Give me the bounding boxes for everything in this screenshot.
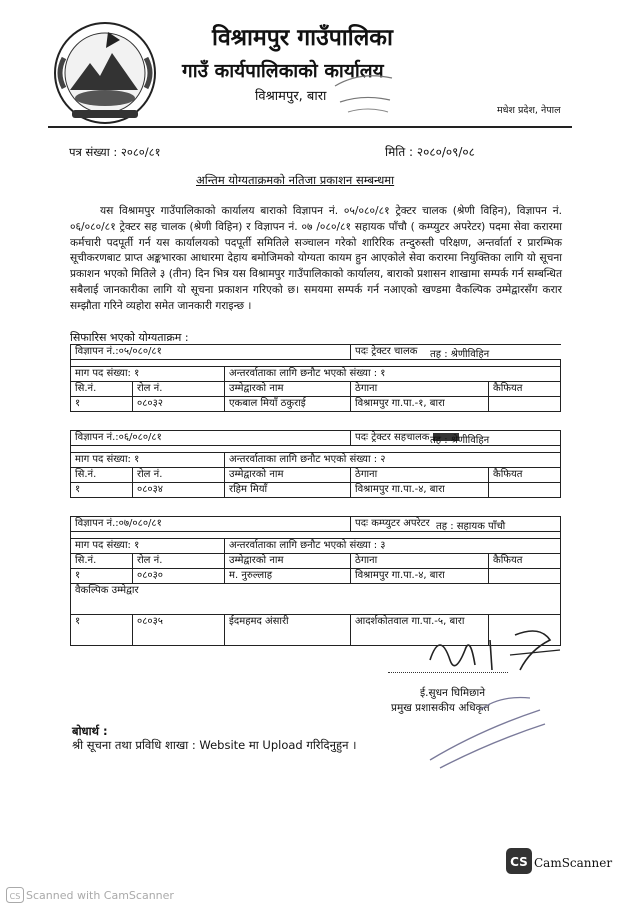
alternate-label: वैकल्पिक उम्मेद्वार	[71, 584, 561, 615]
table-row: १ ०८०३५ ईदमहमद अंसारी आदर्शकोतवाल गा.पा.-५, बारा	[71, 615, 561, 646]
col-name: उम्मेद्वारको नाम	[225, 382, 351, 397]
post-name: पदः कम्प्युटर अपरेटर	[351, 517, 561, 532]
office-title: विश्रामपुर गाउँपालिका	[212, 25, 393, 51]
office-subtitle: गाउँ कार्यपालिकाको कार्यालय	[182, 60, 384, 82]
province-label: मधेश प्रदेश, नेपाल	[497, 105, 561, 116]
col-address: ठेगाना	[351, 382, 489, 397]
col-roll: रोल नं.	[133, 468, 225, 483]
shortlisted-count: अन्तरर्वाताका लागि छनौट भएको संख्या : १	[225, 367, 561, 382]
table-row: १ ०८०३४ रहिम मियाँ विश्रामपुर गा.पा.-४, बारा	[71, 483, 561, 498]
letter-subject: अन्तिम योग्यताक्रमको नतिजा प्रकाशन सम्बन्धमा	[196, 173, 395, 187]
officer-stamp-icon	[420, 690, 550, 770]
vacancy-number: विज्ञापन नं.:०७/०८०/८१	[71, 517, 351, 532]
post-level: तह : श्रेणीविहिन	[430, 349, 490, 360]
shortlisted-count: अन्तरर्वाताका लागि छनौट भएको संख्या : ३	[225, 539, 561, 554]
cc-note: श्री सूचना तथा प्रविधि शाखा : Website मा Upload गरिदिनुहुन ।	[72, 738, 357, 752]
camscanner-logo-icon	[506, 848, 532, 874]
vacancy-number: विज्ञापन नं.:०६/०८०/८१	[71, 431, 351, 446]
shortlisted-count: अन्तरर्वाताका लागि छनौट भएको संख्या : २	[225, 453, 561, 468]
post-name: पदः ट्रेक्टर सहचालक	[351, 431, 561, 446]
office-stamp-icon	[330, 66, 400, 118]
signature-line	[388, 672, 508, 673]
demand-count: माग पद संख्या: १	[71, 367, 225, 382]
handwritten-signature-icon	[420, 620, 570, 680]
col-address: ठेगाना	[351, 554, 489, 569]
demand-count: माग पद संख्या: १	[71, 453, 225, 468]
government-emblem-icon	[50, 18, 160, 128]
signatory-role: प्रमुख प्रशासकीय अधिकृत	[391, 702, 490, 714]
table-row: १ ०८०३२ एकबाल मियाँ ठकुराई विश्रामपुर गा.पा.-१, बारा	[71, 397, 561, 412]
col-name: उम्मेद्वारको नाम	[225, 468, 351, 483]
recommended-heading: सिफारिस भएको योग्यताक्रम :	[70, 331, 189, 344]
letter-date: मिति : २०८०/०९/०८	[385, 145, 475, 159]
signatory-name: ई.सुधन घिमिछाने	[420, 687, 486, 699]
camscanner-brand: CamScanner	[534, 856, 613, 870]
col-roll: रोल नं.	[133, 554, 225, 569]
demand-count: माग पद संख्या: १	[71, 539, 225, 554]
cc-heading: बोधार्थ :	[72, 724, 108, 738]
scanned-with-footer: Scanned with CamScanner	[26, 889, 174, 902]
office-address: विश्रामपुर, बारा	[255, 89, 327, 104]
table-row: १ ०८०३० म. नुरुल्लाह विश्रामपुर गा.पा.-४, बारा	[71, 569, 561, 584]
col-name: उम्मेद्वारको नाम	[225, 554, 351, 569]
col-serial: सि.नं.	[71, 468, 133, 483]
post-level: तह : सहायक पाँचौ	[436, 521, 506, 532]
col-address: ठेगाना	[351, 468, 489, 483]
col-serial: सि.नं.	[71, 554, 133, 569]
post-name: पदः ट्रेक्टर चालक	[351, 345, 561, 360]
post-level: तह : श्रेणीविहिन	[430, 435, 490, 446]
camscanner-small-badge-text: CS	[9, 892, 21, 901]
vacancy-number: विज्ञापन नं.:०५/०८०/८१	[71, 345, 351, 360]
col-serial: सि.नं.	[71, 382, 133, 397]
reference-number: पत्र संख्या : २०८०/८१	[69, 145, 161, 159]
camscanner-badge-text: CS	[510, 855, 528, 869]
header-divider	[48, 126, 572, 128]
col-remarks: कैफियत	[489, 554, 561, 569]
col-remarks: कैफियत	[489, 468, 561, 483]
col-remarks: कैफियत	[489, 382, 561, 397]
col-roll: रोल नं.	[133, 382, 225, 397]
camscanner-small-icon	[6, 887, 24, 903]
letter-body: यस विश्रामपुर गाउँपालिकाको कार्यालय बाराको विज्ञापन नं. ०५/०८०/८१ ट्रेक्टर चालक (श्रेणी विहिन), विज्ञापन नं. ०६/०८०/८१ ट्रेक्टर सह चालक (श्रेणी विहिन) र विज्ञापन नं. ०७ /०८०/८१ सहायक पाँचौ ( कम्प्युटर अपरेटर) पदमा सेवा करारमा कर्मचारी पदपूर्ती गर्न यस कार्यालयको पदपूर्ती समितिले सञ्चालन गरेको शारिरिक तन्दुरुस्ती परिक्षण, अन्तर्वार्ता र प्रारम्भिक सूचीकरणबाट प्राप्त अङ्कभारका आधारमा देहाय बमोजिमको योग्यता कायम हुन आएकोले सेवा करारमा नियुक्तिका लागि यो सूचना प्रकाशन भएको मितिले ३ (तीन) दिन भित्र यस विश्रामपुर गाउँपालिकाको कार्यालय, बाराको प्रशासन शाखामा सम्पर्क गर्न सम्बन्धित सबैलाई जानकारीका लागि यो सूचना प्रकाशन गरिएको छ। समयमा सम्पर्क गर्न नआएको खण्डमा वैकल्पिक उम्मेद्वारसँग करार सम्झौता गरिने व्यहोरा समेत जानकारी गराइन्छ ।	[70, 205, 562, 312]
